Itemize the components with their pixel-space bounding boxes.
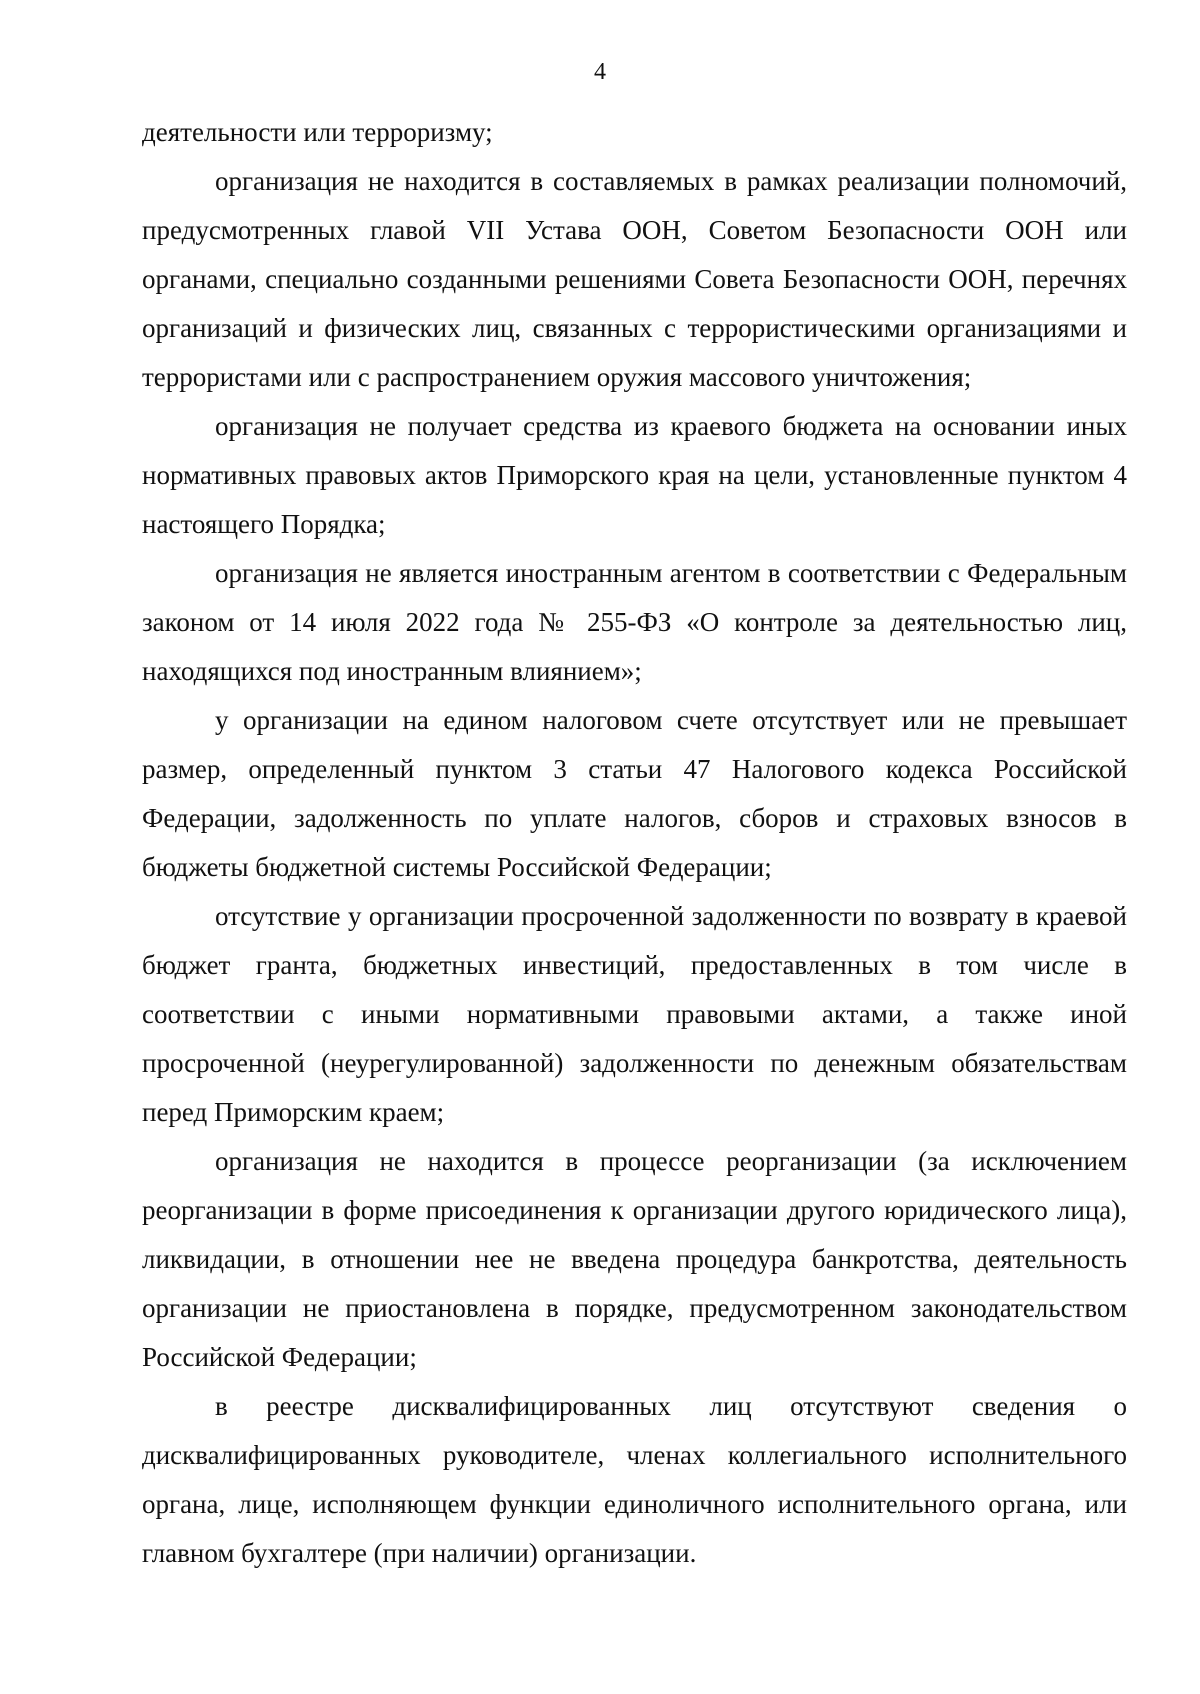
- paragraph-tax-debt: у организации на едином налоговом счете отсутствует или не превышает размер, определенный пунктом 3 статьи 47 Налогового кодекса Российской Федерации, задолженность по уплате налогов, сборов и страховых взносов в бюджеты бюджетной системы Российской Федерации;: [142, 705, 1127, 882]
- paragraph-no-reorganization: организация не находится в процессе реорганизации (за исключением реорганизации в форме присоединения к организации другого юридического лица), ликвидации, в отношении нее не введена процедура банкротства, деятельность организации не приостановлена в порядке, предусмотренном законодательством Российской Федерации;: [142, 1146, 1127, 1372]
- paragraph-un-sanctions-lists: организация не находится в составляемых в рамках реализации полномочий, предусмотренных главой VII Устава ООН, Советом Безопасности ООН или органами, специально созданными решениями Совета Безопасности ООН, перечнях организаций и физических лиц, связанных с террористическими организациями и террористами или с распространением оружия массового уничтожения;: [142, 166, 1127, 392]
- paragraph-continuation: деятельности или терроризму;: [142, 117, 493, 147]
- page-number: 4: [594, 59, 606, 85]
- paragraph-disqualified-persons: в реестре дисквалифицированных лиц отсутствуют сведения о дисквалифицированных руководителе, членах коллегиального исполнительного органа, лице, исполняющем функции единоличного исполнительного органа, или главном бухгалтере (при наличии) организации.: [142, 1391, 1127, 1568]
- paragraph-not-foreign-agent: организация не является иностранным агентом в соответствии с Федеральным законом от 14 июля 2022 года № 255-ФЗ «О контроле за деятельностью лиц, находящихся под иностранным влиянием»;: [142, 558, 1127, 686]
- paragraph-no-overdue-debt: отсутствие у организации просроченной задолженности по возврату в краевой бюджет гранта, бюджетных инвестиций, предоставленных в том числе в соответствии с иными нормативными правовыми актами, а также иной просроченной (неурегулированной) задолженности по денежным обязательствам перед Приморским краем;: [142, 901, 1127, 1127]
- document-body: [142, 108, 1127, 1578]
- paragraph-no-other-budget-funds: организация не получает средства из краевого бюджета на основании иных нормативных правовых актов Приморского края на цели, установленные пунктом 4 настоящего Порядка;: [142, 411, 1127, 539]
